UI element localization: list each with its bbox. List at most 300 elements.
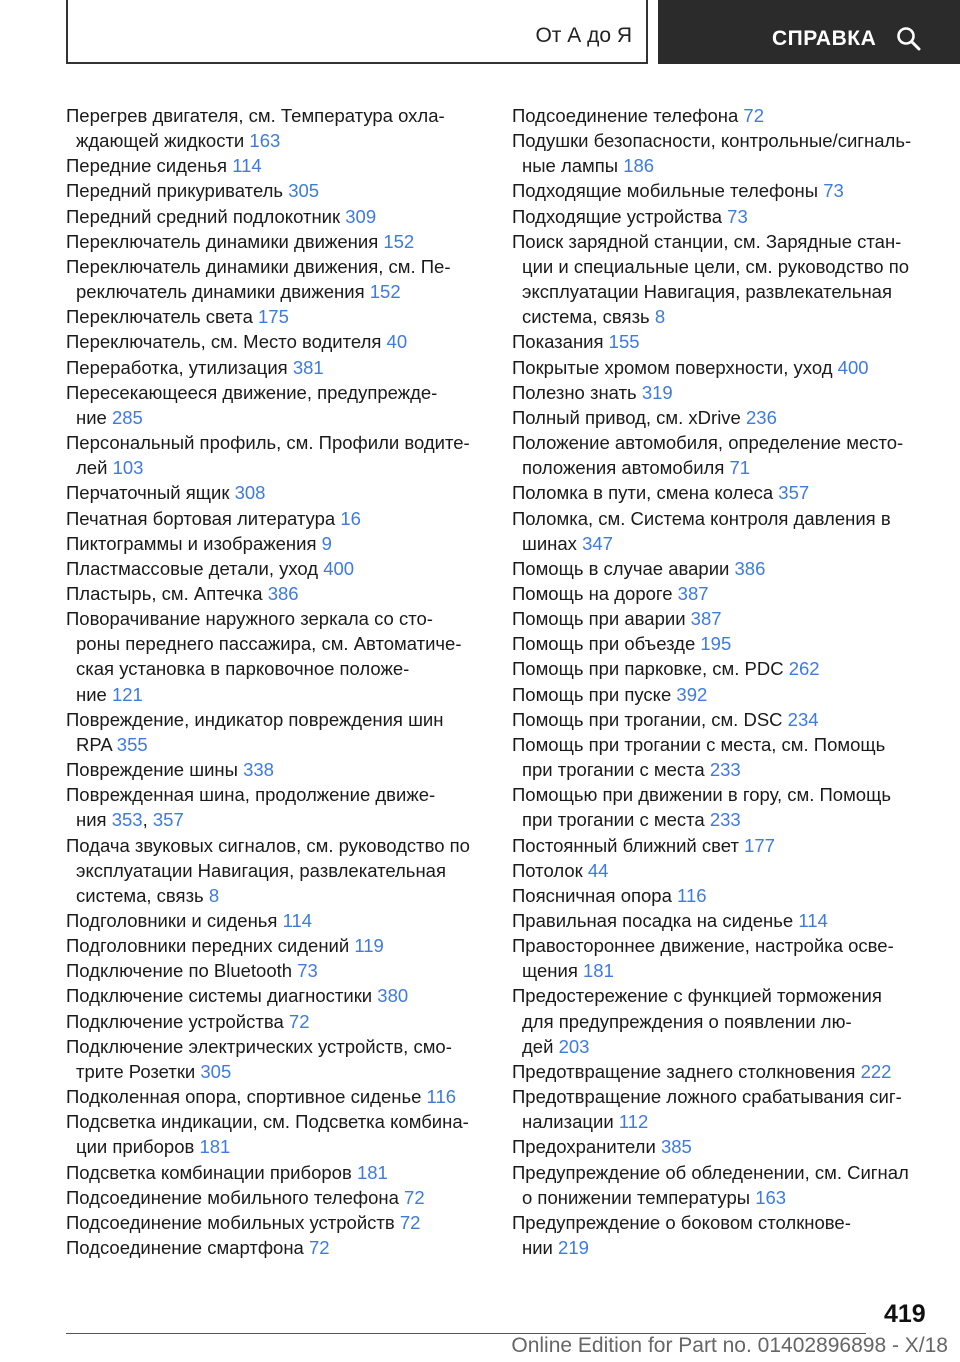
page-ref-link[interactable]: 347	[582, 532, 613, 554]
index-entry-line	[512, 1134, 932, 1159]
help-label: СПРАВКА	[772, 27, 877, 50]
page-ref-link[interactable]: 305	[200, 1060, 232, 1082]
index-entry	[66, 1109, 496, 1159]
index-entry-line	[66, 229, 496, 254]
index-entry	[66, 229, 496, 254]
index-entry	[512, 732, 932, 782]
index-entry-text: ние	[76, 406, 107, 428]
index-entry	[66, 707, 496, 757]
index-entry-text: ные лампы	[522, 155, 619, 177]
index-entry-line	[512, 782, 932, 807]
index-entry-line	[66, 1210, 496, 1235]
index-entry-text: Переключатель, см. Место водителя	[66, 331, 382, 353]
index-entry-line	[512, 153, 932, 178]
page-ref-link[interactable]: 381	[292, 356, 324, 378]
index-entry-text: Помощь при парковке, см. PDC	[512, 658, 784, 680]
index-entry-text: Помощь на дороге	[512, 582, 673, 604]
index-entry-text: Поломка в пути, смена колеса	[512, 482, 774, 504]
footer-edition: Online Edition for Part no. 01402896898 - X/18	[511, 1334, 948, 1357]
index-entry-line	[66, 380, 496, 405]
index-entry-line	[512, 1185, 932, 1210]
index-entry-text: Поврежденная шина, продолжение движе-	[66, 784, 436, 806]
index-entry	[512, 329, 932, 354]
index-entry-text: Предохранители	[512, 1136, 656, 1158]
help-header[interactable]	[658, 0, 960, 64]
index-entry-text: Пиктограммы и изображения	[66, 532, 317, 554]
index-entry-text: Передние сиденья	[66, 155, 228, 177]
page-ref-link[interactable]: 234	[787, 708, 819, 730]
index-entry-text: Печатная бортовая литература	[66, 507, 336, 529]
index-entry	[512, 1134, 932, 1159]
index-entry-text: положения автомобиля	[522, 457, 725, 479]
index-entry	[66, 983, 496, 1008]
index-entry-text: Перчаточный ящик	[66, 482, 230, 504]
index-entry-line	[66, 1235, 496, 1260]
index-entry	[66, 757, 496, 782]
index-entry-line	[512, 355, 932, 380]
page-ref-link[interactable]: 392	[676, 683, 708, 705]
page-ref-link[interactable]: 319	[641, 381, 673, 403]
search-icon[interactable]	[896, 26, 922, 52]
index-entry-text: нализации	[522, 1111, 614, 1133]
page-ref-link[interactable]: 195	[700, 633, 732, 655]
index-entry	[512, 1210, 932, 1260]
index-entry-line	[512, 908, 932, 933]
index-entry	[66, 204, 496, 229]
index-entry-text: система, связь	[76, 884, 204, 906]
page-ref-link[interactable]: 73	[823, 180, 844, 202]
page-ref-link[interactable]: 386	[734, 557, 766, 579]
page-ref-link[interactable]: 177	[744, 834, 775, 856]
index-entry	[512, 430, 932, 480]
page-ref-separator: ,	[142, 809, 148, 831]
index-entry-text: Предупреждение о боковом столкнове-	[512, 1211, 851, 1233]
page-ref-link[interactable]: 152	[369, 281, 401, 303]
index-entry-text: Подсветка комбинации приборов	[66, 1161, 352, 1183]
page-ref-link[interactable]: 114	[232, 155, 262, 177]
index-entry-line	[66, 355, 496, 380]
index-entry-text: Помощь при трогании, см. DSC	[512, 708, 783, 730]
page-ref-link[interactable]: 44	[587, 859, 609, 881]
index-entry-line	[66, 1160, 496, 1185]
index-entry	[66, 254, 496, 304]
index-entry-line	[512, 631, 932, 656]
page-ref-link[interactable]: 385	[660, 1136, 692, 1158]
index-entry-text: Подголовники передних сидений	[66, 935, 350, 957]
index-entry-line	[66, 807, 496, 832]
index-entry-line	[66, 707, 496, 732]
index-entry-line	[66, 1084, 496, 1109]
page-ref-link[interactable]: 116	[677, 884, 707, 906]
index-entry	[512, 1160, 932, 1210]
index-entry-line	[512, 757, 932, 782]
index-entry	[66, 1235, 496, 1260]
page-ref-link[interactable]: 338	[243, 759, 274, 781]
index-entry	[512, 631, 932, 656]
index-entry-text: Подголовники и сиденья	[66, 910, 278, 931]
index-entry-text: Пересекающееся движение, предупрежде-	[66, 381, 438, 403]
index-entry-text: Помощью при движении в гору, см. Помощь	[512, 784, 891, 806]
index-entry-text: Показания	[512, 331, 604, 353]
index-entry	[66, 1084, 496, 1109]
index-entry	[512, 1084, 932, 1134]
index-entry-line	[512, 329, 932, 354]
index-entry	[66, 329, 496, 354]
index-entry	[512, 883, 932, 908]
index-entry-line	[66, 178, 496, 203]
index-entry-text: Предупреждение об обледенении, см. Сигнал	[512, 1161, 909, 1183]
index-entry-text: шинах	[522, 532, 577, 554]
page-ref-link[interactable]: 155	[608, 331, 640, 353]
index-entry-line	[66, 1109, 496, 1134]
index-entry-line	[66, 933, 496, 958]
index-entry-text: Покрытые хромом поверхности, уход	[512, 356, 833, 378]
index-entry-line	[66, 757, 496, 782]
index-entry-line	[512, 983, 932, 1008]
index-entry-line	[66, 556, 496, 581]
index-entry-line	[66, 631, 496, 656]
index-entry-text: Переключатель динамики движения	[66, 230, 379, 252]
index-entry-text: Передний прикуриватель	[66, 180, 284, 202]
index-entry	[512, 178, 932, 203]
index-entry-line	[66, 682, 496, 707]
index-entry-text: Подсоединение телефона	[512, 105, 739, 126]
index-entry-line	[66, 279, 496, 304]
page-ref-link[interactable]: 103	[112, 457, 144, 479]
page-ref-link[interactable]: 380	[377, 985, 409, 1007]
index-entry	[66, 506, 496, 531]
page-ref-link[interactable]: 175	[258, 306, 289, 328]
index-entry-text: Подача звуковых сигналов, см. руководство по	[66, 834, 470, 856]
index-entry-text: Повреждение, индикатор повреждения шин	[66, 708, 444, 730]
index-entry-text: Помощь при аварии	[512, 608, 686, 630]
index-entry-line	[66, 480, 496, 505]
index-entry-line	[66, 329, 496, 354]
index-entry-text: Подключение электрических устройств, смо-	[66, 1035, 452, 1057]
index-entry	[512, 606, 932, 631]
index-entry-text: при трогании с места	[522, 759, 705, 781]
index-entry	[66, 1185, 496, 1210]
index-entry	[512, 858, 932, 883]
index-entry-line	[66, 782, 496, 807]
index-entry-text: ние	[76, 683, 107, 705]
index-entry-text: система, связь	[522, 306, 650, 328]
page-ref-link[interactable]: 262	[788, 658, 820, 680]
page-ref-link[interactable]: 9	[321, 532, 332, 554]
page-ref-link[interactable]: 181	[583, 960, 614, 982]
index-entry-line	[512, 380, 932, 405]
page-ref-link[interactable]: 121	[111, 683, 143, 705]
page-ref-link[interactable]: 114	[798, 910, 828, 931]
index-entry-text: Подходящие устройства	[512, 205, 723, 227]
index-entry-line	[512, 606, 932, 631]
page-ref-link[interactable]: 72	[399, 1211, 421, 1233]
index-entry	[512, 204, 932, 229]
index-entry	[512, 833, 932, 858]
index-entry-line	[512, 1009, 932, 1034]
index-entry-text: дей	[522, 1035, 554, 1057]
page-ref-link[interactable]: 357	[152, 809, 184, 831]
index-entry-text: Переключатель динамики движения, см. Пе-	[66, 255, 451, 277]
index-entry-line	[512, 656, 932, 681]
index-entry-line	[512, 304, 932, 329]
index-entry-text: Подсветка индикации, см. Подсветка комбина-	[66, 1111, 469, 1133]
index-entry-line	[66, 430, 496, 455]
page-ref-link[interactable]: 73	[297, 960, 318, 982]
index-entry-line	[512, 707, 932, 732]
page-ref-link[interactable]: 16	[340, 507, 361, 529]
index-entry-line	[66, 858, 496, 883]
page-ref-link[interactable]: 40	[386, 331, 408, 353]
index-entry-line	[512, 1059, 932, 1084]
index-entry-line	[66, 606, 496, 631]
page-ref-link[interactable]: 72	[404, 1186, 425, 1208]
index-entry	[66, 833, 496, 908]
index-entry-line	[66, 581, 496, 606]
index-entry-text: ции и специальные цели, см. руководство по	[522, 255, 910, 277]
page-ref-link[interactable]: 305	[288, 180, 320, 202]
index-entry-line	[66, 204, 496, 229]
index-entry	[66, 430, 496, 480]
index-entry-line	[512, 682, 932, 707]
index-entry-line	[512, 506, 932, 531]
index-entry-line	[512, 178, 932, 203]
index-entry-line	[512, 204, 932, 229]
index-entry-line	[512, 480, 932, 505]
index-entry	[512, 405, 932, 430]
index-entry-text: Подсоединение мобильных устройств	[66, 1211, 395, 1233]
page-ref-link[interactable]: 387	[690, 608, 722, 630]
page-ref-link[interactable]: 233	[709, 809, 741, 831]
page-ref-link[interactable]: 163	[755, 1186, 787, 1208]
index-entry	[512, 556, 932, 581]
index-entry-text: эксплуатации Навигация, развлекательная	[522, 281, 892, 303]
page-ref-link[interactable]: 387	[677, 582, 709, 604]
index-entry	[512, 656, 932, 681]
index-entry-line	[66, 732, 496, 757]
index-entry-text: эксплуатации Навигация, развлекательная	[76, 859, 446, 881]
index-entry-text: ждающей жидкости	[76, 130, 245, 152]
index-entry-line	[512, 732, 932, 757]
page-ref-link[interactable]: 72	[743, 105, 764, 126]
index-entry-text: ская установка в парковочное положе-	[76, 658, 410, 680]
index-entry	[512, 380, 932, 405]
index-entry-text: Правостороннее движение, настройка осве-	[512, 935, 894, 957]
index-entry-text: Переключатель света	[66, 306, 253, 328]
page-ref-link[interactable]: 112	[618, 1111, 649, 1133]
page-ref-link[interactable]: 116	[426, 1086, 457, 1108]
index-entry-line	[66, 983, 496, 1008]
index-entry-text: Подколенная опора, спортивное сиденье	[66, 1086, 422, 1108]
page-ref-link[interactable]: 400	[837, 356, 869, 378]
index-entry	[66, 103, 496, 153]
page-ref-link[interactable]: 73	[727, 205, 748, 227]
index-entry-text: Правильная посадка на сиденье	[512, 910, 794, 931]
index-entry-text: Передний средний подлокотник	[66, 205, 341, 227]
index-entry-text: Перегрев двигателя, см. Температура охла-	[66, 105, 445, 126]
index-entry-text: Повреждение шины	[66, 759, 238, 781]
index-entry-text: Переработка, утилизация	[66, 356, 288, 378]
page-ref-link[interactable]: 8	[654, 306, 666, 328]
index-entry	[66, 1210, 496, 1235]
index-entry-text: RPA	[76, 733, 112, 755]
index-entry-text: ции приборов	[76, 1136, 195, 1158]
index-entry-line	[66, 1009, 496, 1034]
index-entry-text: Предотвращение заднего столкновения	[512, 1060, 856, 1082]
index-entry-text: Предостережение с функцией торможения	[512, 985, 882, 1007]
index-entry-text: Персональный профиль, см. Профили водите-	[66, 432, 470, 454]
page-ref-link[interactable]: 163	[249, 130, 281, 152]
index-entry-text: для предупреждения о появлении лю-	[522, 1010, 852, 1032]
index-entry-line	[512, 581, 932, 606]
index-entry-text: Поясничная опора	[512, 884, 672, 906]
page-ref-link[interactable]: 203	[558, 1035, 590, 1057]
index-entry-line	[66, 833, 496, 858]
index-entry	[66, 1009, 496, 1034]
index-entry	[512, 480, 932, 505]
index-entry	[66, 355, 496, 380]
index-entry-line	[512, 279, 932, 304]
index-entry-text: Поворачивание наружного зеркала со сто-	[66, 608, 433, 630]
index-entry	[512, 933, 932, 983]
page-ref-link[interactable]: 353	[111, 809, 143, 831]
index-entry	[512, 103, 932, 128]
index-entry	[66, 531, 496, 556]
index-entry	[66, 304, 496, 329]
page-ref-link[interactable]: 71	[729, 457, 751, 479]
index-entry-line	[512, 103, 932, 128]
index-entry-line	[66, 908, 496, 933]
page-ref-link[interactable]: 233	[709, 759, 741, 781]
index-entry-text: Пластмассовые детали, уход	[66, 557, 319, 579]
page-number: 419	[884, 1300, 926, 1328]
index-entry-line	[512, 858, 932, 883]
page-ref-link[interactable]: 400	[323, 557, 355, 579]
page-ref-link[interactable]: 152	[383, 230, 415, 252]
index-entry	[512, 506, 932, 556]
page-ref-link[interactable]: 72	[288, 1010, 310, 1032]
index-entry	[512, 355, 932, 380]
page-ref-link[interactable]: 181	[199, 1136, 231, 1158]
index-entry-line	[512, 958, 932, 983]
index-entry	[66, 606, 496, 707]
index-entry-line	[66, 405, 496, 430]
index-entry-line	[512, 883, 932, 908]
index-entry-line	[66, 958, 496, 983]
index-entry-text: реключатель динамики движения	[76, 281, 365, 303]
page-ref-link[interactable]: 181	[356, 1161, 388, 1183]
index-entry-text: при трогании с места	[522, 809, 705, 831]
index-entry-text: Поиск зарядной станции, см. Зарядные стан-	[512, 230, 902, 252]
index-entry-line	[512, 531, 932, 556]
index-entry-line	[512, 128, 932, 153]
index-entry	[512, 707, 932, 732]
index-entry	[66, 908, 496, 933]
index-entry-line	[66, 1034, 496, 1059]
index-entry	[512, 128, 932, 178]
index-entry-text: Подушки безопасности, контрольные/сигналь-	[512, 130, 912, 152]
index-entry-line	[512, 1210, 932, 1235]
index-entry-line	[66, 1134, 496, 1159]
index-entry-text: Помощь при объезде	[512, 633, 696, 655]
index-entry-line	[66, 128, 496, 153]
index-entry	[66, 153, 496, 178]
page-ref-link[interactable]: 386	[267, 582, 299, 604]
index-entry	[66, 380, 496, 430]
page-ref-link[interactable]: 114	[282, 910, 313, 931]
page-ref-link[interactable]: 8	[208, 884, 220, 906]
index-entry-line	[66, 304, 496, 329]
section-header	[66, 0, 648, 64]
index-entry-text: Подсоединение смартфона	[66, 1237, 304, 1259]
index-entry-text: роны переднего пассажира, см. Автоматиче-	[76, 633, 462, 655]
index-entry	[512, 581, 932, 606]
index-entry-line	[512, 1034, 932, 1059]
page-ref-link[interactable]: 219	[558, 1237, 589, 1259]
index-entry	[66, 1034, 496, 1084]
index-entry-line	[512, 807, 932, 832]
index-entry-text: Полный привод, см. xDrive	[512, 406, 741, 428]
index-entry-line	[66, 531, 496, 556]
index-entry-line	[66, 883, 496, 908]
index-entry-line	[512, 455, 932, 480]
index-entry-text: Поломка, см. Система контроля давления в	[512, 507, 891, 529]
index-entry-line	[66, 1059, 496, 1084]
page-ref-link[interactable]: 72	[309, 1237, 330, 1259]
index-entry	[512, 782, 932, 832]
index-entry-text: Подключение устройства	[66, 1010, 284, 1032]
page-ref-link[interactable]: 222	[860, 1060, 892, 1082]
page-ref-link[interactable]: 236	[746, 406, 777, 428]
page-ref-link[interactable]: 357	[778, 482, 810, 504]
index-entry	[66, 933, 496, 958]
index-entry	[66, 958, 496, 983]
index-entry	[512, 682, 932, 707]
index-entry-text: Подключение по Bluetooth	[66, 960, 293, 982]
page-ref-link[interactable]: 186	[623, 155, 655, 177]
index-entry-text: Постоянный ближний свет	[512, 834, 739, 856]
index-entry-line	[512, 430, 932, 455]
index-entry-line	[512, 556, 932, 581]
index-entry	[512, 1059, 932, 1084]
index-entry-line	[512, 1109, 932, 1134]
index-entry-text: Помощь при трогании с места, см. Помощь	[512, 733, 886, 755]
index-entry-text: ния	[76, 809, 107, 831]
page-ref-link[interactable]: 309	[345, 205, 377, 227]
section-label: От А до Я	[535, 24, 632, 47]
index-entry-line	[512, 1084, 932, 1109]
index-entry-line	[512, 229, 932, 254]
index-entry-text: Подключение системы диагностики	[66, 985, 373, 1007]
index-entry-line	[66, 656, 496, 681]
page-ref-link[interactable]: 119	[354, 935, 384, 957]
page-ref-link[interactable]: 355	[116, 733, 148, 755]
index-entry-line	[512, 405, 932, 430]
index-entry-line	[512, 833, 932, 858]
index-entry-text: о понижении температуры	[522, 1186, 751, 1208]
index-entry	[66, 782, 496, 832]
index-entry	[66, 178, 496, 203]
index-entry-text: Положение автомобиля, определение место-	[512, 432, 904, 454]
index-entry-text: Потолок	[512, 859, 583, 881]
index-entry	[512, 983, 932, 1058]
page-ref-link[interactable]: 308	[234, 482, 266, 504]
index-entry	[66, 556, 496, 581]
page-ref-link[interactable]: 285	[111, 406, 143, 428]
index-entry-text: Пластырь, см. Аптечка	[66, 582, 263, 604]
index-entry-text: трите Розетки	[76, 1060, 196, 1082]
index-entry-text: Подсоединение мобильного телефона	[66, 1186, 399, 1208]
